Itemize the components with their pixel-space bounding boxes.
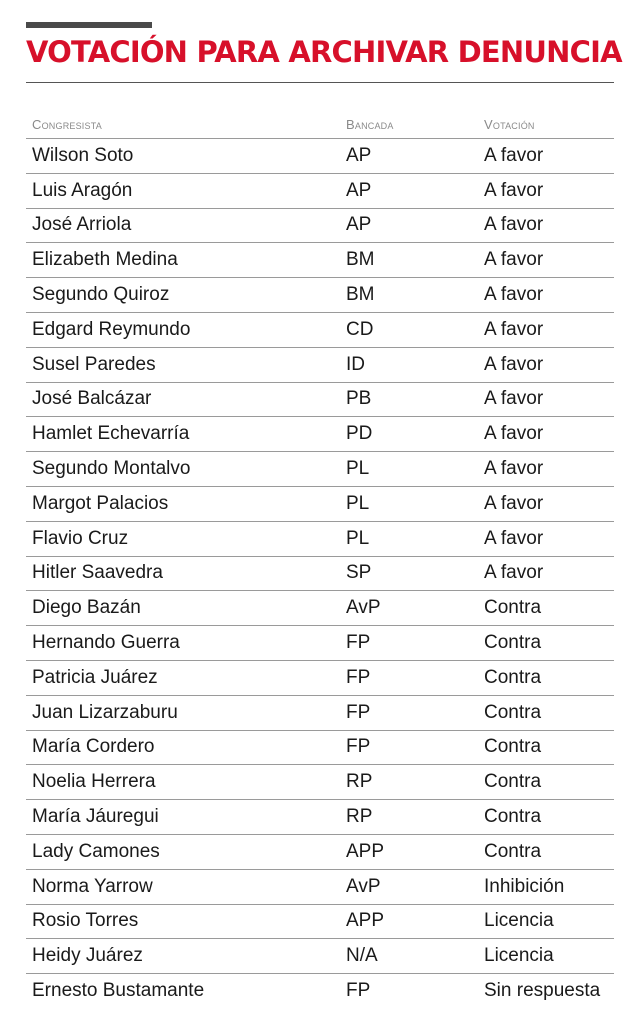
table-row — [26, 173, 614, 208]
bancada-cell: APP — [340, 834, 478, 869]
table-row — [26, 556, 614, 591]
congresista-cell: Juan Lizarzaburu — [26, 695, 340, 730]
bancada-cell: RP — [340, 800, 478, 835]
votacion-cell: A favor — [478, 173, 614, 208]
table-row — [26, 208, 614, 243]
congresista-cell: Noelia Herrera — [26, 765, 340, 800]
votacion-cell: Contra — [478, 695, 614, 730]
table-body — [26, 139, 614, 1008]
table-row — [26, 730, 614, 765]
bancada-cell: AP — [340, 173, 478, 208]
congresista-cell: Patricia Juárez — [26, 660, 340, 695]
table-row — [26, 626, 614, 661]
bancada-cell: PL — [340, 452, 478, 487]
table-header-row — [26, 110, 614, 139]
table-row — [26, 347, 614, 382]
bancada-cell: CD — [340, 312, 478, 347]
table-row — [26, 278, 614, 313]
page-title: VOTACIÓN PARA ARCHIVAR DENUNCIA — [26, 35, 622, 69]
table-row — [26, 382, 614, 417]
congresista-cell: Luis Aragón — [26, 173, 340, 208]
table-row — [26, 765, 614, 800]
votacion-cell: Contra — [478, 626, 614, 661]
bancada-cell: PD — [340, 417, 478, 452]
table-row — [26, 800, 614, 835]
votacion-cell: A favor — [478, 139, 614, 174]
table-row — [26, 243, 614, 278]
congresista-cell: José Arriola — [26, 208, 340, 243]
bancada-cell: RP — [340, 765, 478, 800]
table-row — [26, 834, 614, 869]
votacion-cell: A favor — [478, 452, 614, 487]
congresista-cell: Lady Camones — [26, 834, 340, 869]
column-header-bancada: Bancada — [340, 110, 478, 139]
congresista-cell: Rosio Torres — [26, 904, 340, 939]
congresista-cell: María Cordero — [26, 730, 340, 765]
table-row — [26, 486, 614, 521]
congresista-cell: Segundo Montalvo — [26, 452, 340, 487]
bancada-cell: AP — [340, 208, 478, 243]
votacion-cell: A favor — [478, 243, 614, 278]
bancada-cell: FP — [340, 660, 478, 695]
table-row — [26, 660, 614, 695]
bancada-cell: BM — [340, 243, 478, 278]
congresista-cell: Heidy Juárez — [26, 939, 340, 974]
bancada-cell: PB — [340, 382, 478, 417]
congresista-cell: Norma Yarrow — [26, 869, 340, 904]
congresista-cell: Hamlet Echevarría — [26, 417, 340, 452]
column-header-congresista: Congresista — [26, 110, 340, 139]
table-row — [26, 521, 614, 556]
bancada-cell: FP — [340, 626, 478, 661]
bancada-cell: BM — [340, 278, 478, 313]
table-row — [26, 974, 614, 1008]
table-row — [26, 139, 614, 174]
congresista-cell: Edgard Reymundo — [26, 312, 340, 347]
congresista-cell: Flavio Cruz — [26, 521, 340, 556]
bancada-cell: ID — [340, 347, 478, 382]
votacion-cell: Contra — [478, 834, 614, 869]
vote-table — [26, 110, 614, 1008]
table-row — [26, 417, 614, 452]
congresista-cell: Susel Paredes — [26, 347, 340, 382]
votacion-cell: Contra — [478, 660, 614, 695]
decorative-top-bar — [26, 22, 152, 28]
table-row — [26, 695, 614, 730]
votacion-cell: A favor — [478, 521, 614, 556]
congresista-cell: Wilson Soto — [26, 139, 340, 174]
votacion-cell: A favor — [478, 312, 614, 347]
bancada-cell: PL — [340, 486, 478, 521]
congresista-cell: José Balcázar — [26, 382, 340, 417]
table-row — [26, 939, 614, 974]
table-row — [26, 312, 614, 347]
votacion-cell: Contra — [478, 591, 614, 626]
votacion-cell: A favor — [478, 556, 614, 591]
bancada-cell: FP — [340, 695, 478, 730]
votacion-cell: A favor — [478, 208, 614, 243]
votacion-cell: A favor — [478, 486, 614, 521]
column-header-votacion: Votación — [478, 110, 614, 139]
bancada-cell: FP — [346, 980, 371, 1002]
votacion-cell: Contra — [478, 765, 614, 800]
table-row — [26, 591, 614, 626]
votacion-cell: Licencia — [478, 939, 614, 974]
votacion-cell: A favor — [478, 382, 614, 417]
congresista-cell: Elizabeth Medina — [26, 243, 340, 278]
votacion-cell: Licencia — [478, 904, 614, 939]
votacion-cell: Contra — [478, 730, 614, 765]
bancada-cell: PL — [340, 521, 478, 556]
congresista-cell: Hernando Guerra — [26, 626, 340, 661]
congresista-cell: Segundo Quiroz — [26, 278, 340, 313]
bancada-cell: AvP — [340, 869, 478, 904]
bancada-cell: SP — [340, 556, 478, 591]
congresista-cell: María Jáuregui — [26, 800, 340, 835]
bancada-cell: N/A — [340, 939, 478, 974]
bancada-cell: FP — [340, 730, 478, 765]
congresista-cell: Hitler Saavedra — [26, 556, 340, 591]
table-row — [26, 904, 614, 939]
votacion-cell: Contra — [478, 800, 614, 835]
congresista-cell: Diego Bazán — [26, 591, 340, 626]
congresista-cell: Margot Palacios — [26, 486, 340, 521]
votacion-cell: A favor — [478, 347, 614, 382]
votacion-cell: A favor — [478, 278, 614, 313]
title-divider — [26, 82, 614, 83]
congresista-cell: Ernesto Bustamante — [32, 980, 205, 1002]
table-row — [26, 869, 614, 904]
table-row — [26, 452, 614, 487]
bancada-cell: AP — [340, 139, 478, 174]
votacion-cell: A favor — [478, 417, 614, 452]
bancada-cell: AvP — [340, 591, 478, 626]
votacion-cell: Inhibición — [478, 869, 614, 904]
bancada-cell: APP — [340, 904, 478, 939]
votacion-cell: Sin respuesta — [484, 980, 601, 1002]
